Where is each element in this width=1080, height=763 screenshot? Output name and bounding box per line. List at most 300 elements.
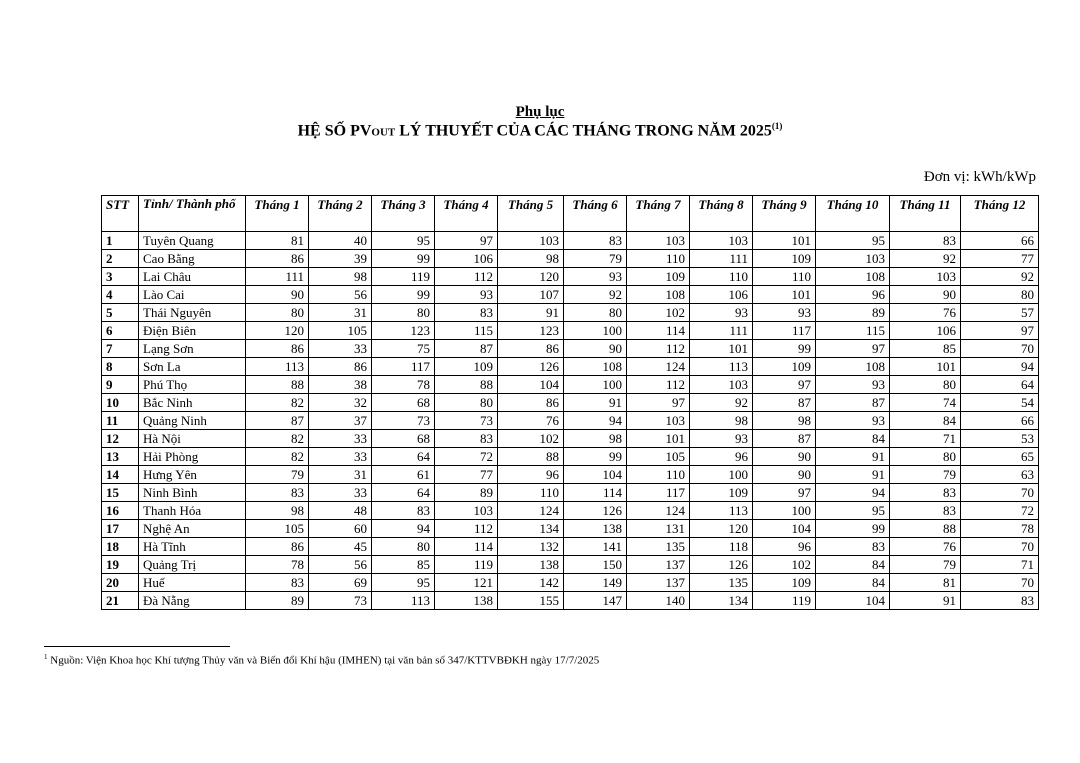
cell-month-9: 109 <box>753 358 816 376</box>
cell-month-9: 102 <box>753 556 816 574</box>
cell-month-6: 104 <box>564 466 627 484</box>
cell-month-8: 103 <box>690 376 753 394</box>
row-stt: 2 <box>102 250 139 268</box>
row-stt: 1 <box>102 232 139 250</box>
cell-month-12: 53 <box>961 430 1039 448</box>
cell-month-5: 91 <box>498 304 564 322</box>
table-row <box>102 358 1039 376</box>
row-stt: 7 <box>102 340 139 358</box>
cell-month-2: 38 <box>309 376 372 394</box>
cell-month-4: 119 <box>435 556 498 574</box>
cell-month-9: 109 <box>753 574 816 592</box>
cell-month-1: 88 <box>246 376 309 394</box>
cell-month-7: 117 <box>627 484 690 502</box>
cell-month-2: 37 <box>309 412 372 430</box>
cell-month-6: 100 <box>564 376 627 394</box>
title-prefix: HỆ SỐ PV <box>297 122 372 140</box>
cell-month-8: 92 <box>690 394 753 412</box>
cell-month-6: 90 <box>564 340 627 358</box>
cell-month-4: 83 <box>435 430 498 448</box>
table-body <box>102 232 1039 610</box>
cell-month-3: 99 <box>372 250 435 268</box>
cell-month-6: 98 <box>564 430 627 448</box>
cell-month-1: 78 <box>246 556 309 574</box>
cell-month-6: 83 <box>564 232 627 250</box>
cell-month-11: 90 <box>890 286 961 304</box>
header-month-11: Tháng 11 <box>890 196 961 232</box>
table-row <box>102 448 1039 466</box>
row-province: Thanh Hóa <box>139 502 246 520</box>
cell-month-8: 100 <box>690 466 753 484</box>
cell-month-4: 80 <box>435 394 498 412</box>
row-stt: 11 <box>102 412 139 430</box>
cell-month-5: 155 <box>498 592 564 610</box>
cell-month-4: 93 <box>435 286 498 304</box>
row-province: Hà Nội <box>139 430 246 448</box>
header-month-9: Tháng 9 <box>753 196 816 232</box>
cell-month-8: 98 <box>690 412 753 430</box>
cell-month-3: 95 <box>372 574 435 592</box>
cell-month-8: 110 <box>690 268 753 286</box>
header-month-6: Tháng 6 <box>564 196 627 232</box>
cell-month-3: 123 <box>372 322 435 340</box>
cell-month-1: 90 <box>246 286 309 304</box>
cell-month-8: 93 <box>690 430 753 448</box>
row-stt: 17 <box>102 520 139 538</box>
cell-month-11: 83 <box>890 232 961 250</box>
cell-month-4: 77 <box>435 466 498 484</box>
document-title <box>0 121 1080 140</box>
cell-month-12: 94 <box>961 358 1039 376</box>
cell-month-1: 82 <box>246 394 309 412</box>
table-row <box>102 466 1039 484</box>
cell-month-8: 111 <box>690 250 753 268</box>
cell-month-5: 86 <box>498 394 564 412</box>
cell-month-6: 91 <box>564 394 627 412</box>
cell-month-11: 76 <box>890 538 961 556</box>
header-month-12: Tháng 12 <box>961 196 1039 232</box>
cell-month-11: 85 <box>890 340 961 358</box>
cell-month-7: 109 <box>627 268 690 286</box>
cell-month-6: 108 <box>564 358 627 376</box>
row-province: Hà Tĩnh <box>139 538 246 556</box>
footnote-marker: 1 <box>44 653 48 661</box>
cell-month-2: 105 <box>309 322 372 340</box>
cell-month-12: 78 <box>961 520 1039 538</box>
cell-month-9: 93 <box>753 304 816 322</box>
cell-month-9: 104 <box>753 520 816 538</box>
table-row <box>102 286 1039 304</box>
cell-month-2: 56 <box>309 556 372 574</box>
cell-month-9: 101 <box>753 232 816 250</box>
table-row <box>102 376 1039 394</box>
row-province: Đà Nẵng <box>139 592 246 610</box>
cell-month-11: 88 <box>890 520 961 538</box>
row-stt: 15 <box>102 484 139 502</box>
row-province: Thái Nguyên <box>139 304 246 322</box>
cell-month-11: 106 <box>890 322 961 340</box>
footnote <box>44 653 599 667</box>
row-province: Ninh Bình <box>139 484 246 502</box>
row-province: Tuyên Quang <box>139 232 246 250</box>
cell-month-2: 31 <box>309 466 372 484</box>
cell-month-10: 104 <box>816 592 890 610</box>
cell-month-10: 89 <box>816 304 890 322</box>
cell-month-1: 86 <box>246 250 309 268</box>
cell-month-1: 86 <box>246 340 309 358</box>
cell-month-12: 83 <box>961 592 1039 610</box>
cell-month-12: 65 <box>961 448 1039 466</box>
cell-month-5: 88 <box>498 448 564 466</box>
cell-month-3: 68 <box>372 430 435 448</box>
cell-month-3: 80 <box>372 538 435 556</box>
cell-month-11: 81 <box>890 574 961 592</box>
cell-month-8: 96 <box>690 448 753 466</box>
table-row <box>102 538 1039 556</box>
cell-month-6: 141 <box>564 538 627 556</box>
cell-month-6: 80 <box>564 304 627 322</box>
cell-month-4: 115 <box>435 322 498 340</box>
cell-month-12: 77 <box>961 250 1039 268</box>
cell-month-9: 96 <box>753 538 816 556</box>
cell-month-10: 84 <box>816 574 890 592</box>
table-row <box>102 250 1039 268</box>
cell-month-4: 89 <box>435 484 498 502</box>
cell-month-6: 94 <box>564 412 627 430</box>
cell-month-3: 113 <box>372 592 435 610</box>
cell-month-10: 84 <box>816 556 890 574</box>
cell-month-7: 103 <box>627 412 690 430</box>
cell-month-6: 126 <box>564 502 627 520</box>
footnote-divider <box>44 646 230 647</box>
cell-month-7: 137 <box>627 556 690 574</box>
row-stt: 9 <box>102 376 139 394</box>
appendix-heading: Phụ lục <box>515 104 565 120</box>
row-province: Quảng Trị <box>139 556 246 574</box>
cell-month-5: 86 <box>498 340 564 358</box>
cell-month-10: 94 <box>816 484 890 502</box>
cell-month-12: 66 <box>961 232 1039 250</box>
cell-month-7: 124 <box>627 358 690 376</box>
cell-month-11: 84 <box>890 412 961 430</box>
cell-month-12: 72 <box>961 502 1039 520</box>
cell-month-5: 103 <box>498 232 564 250</box>
cell-month-10: 87 <box>816 394 890 412</box>
cell-month-5: 96 <box>498 466 564 484</box>
cell-month-7: 101 <box>627 430 690 448</box>
row-stt: 8 <box>102 358 139 376</box>
header-month-1: Tháng 1 <box>246 196 309 232</box>
cell-month-9: 97 <box>753 376 816 394</box>
cell-month-4: 73 <box>435 412 498 430</box>
row-province: Hải Phòng <box>139 448 246 466</box>
cell-month-2: 40 <box>309 232 372 250</box>
cell-month-10: 83 <box>816 538 890 556</box>
row-stt: 21 <box>102 592 139 610</box>
cell-month-3: 73 <box>372 412 435 430</box>
row-province: Lào Cai <box>139 286 246 304</box>
cell-month-5: 142 <box>498 574 564 592</box>
cell-month-7: 112 <box>627 340 690 358</box>
cell-month-9: 99 <box>753 340 816 358</box>
cell-month-12: 80 <box>961 286 1039 304</box>
cell-month-3: 64 <box>372 484 435 502</box>
row-stt: 16 <box>102 502 139 520</box>
cell-month-6: 150 <box>564 556 627 574</box>
cell-month-3: 80 <box>372 304 435 322</box>
cell-month-7: 114 <box>627 322 690 340</box>
cell-month-12: 97 <box>961 322 1039 340</box>
cell-month-2: 39 <box>309 250 372 268</box>
cell-month-9: 117 <box>753 322 816 340</box>
row-stt: 19 <box>102 556 139 574</box>
cell-month-3: 99 <box>372 286 435 304</box>
row-stt: 14 <box>102 466 139 484</box>
cell-month-3: 64 <box>372 448 435 466</box>
cell-month-1: 87 <box>246 412 309 430</box>
cell-month-4: 72 <box>435 448 498 466</box>
table-row <box>102 412 1039 430</box>
row-province: Điện Biên <box>139 322 246 340</box>
header-month-7: Tháng 7 <box>627 196 690 232</box>
row-province: Bắc Ninh <box>139 394 246 412</box>
cell-month-2: 33 <box>309 448 372 466</box>
cell-month-6: 149 <box>564 574 627 592</box>
cell-month-12: 54 <box>961 394 1039 412</box>
cell-month-6: 79 <box>564 250 627 268</box>
cell-month-8: 118 <box>690 538 753 556</box>
cell-month-8: 113 <box>690 358 753 376</box>
cell-month-2: 69 <box>309 574 372 592</box>
table-row <box>102 268 1039 286</box>
row-stt: 10 <box>102 394 139 412</box>
cell-month-5: 124 <box>498 502 564 520</box>
cell-month-12: 70 <box>961 340 1039 358</box>
cell-month-4: 121 <box>435 574 498 592</box>
table-row <box>102 304 1039 322</box>
cell-month-1: 113 <box>246 358 309 376</box>
cell-month-8: 109 <box>690 484 753 502</box>
cell-month-5: 104 <box>498 376 564 394</box>
cell-month-12: 63 <box>961 466 1039 484</box>
cell-month-10: 93 <box>816 412 890 430</box>
cell-month-11: 83 <box>890 502 961 520</box>
cell-month-11: 71 <box>890 430 961 448</box>
cell-month-9: 97 <box>753 484 816 502</box>
header-month-8: Tháng 8 <box>690 196 753 232</box>
cell-month-2: 33 <box>309 430 372 448</box>
row-province: Huế <box>139 574 246 592</box>
cell-month-6: 93 <box>564 268 627 286</box>
row-stt: 20 <box>102 574 139 592</box>
cell-month-9: 90 <box>753 448 816 466</box>
cell-month-4: 97 <box>435 232 498 250</box>
title-footnote-ref: (1) <box>771 121 783 131</box>
row-stt: 18 <box>102 538 139 556</box>
row-province: Sơn La <box>139 358 246 376</box>
table-row <box>102 430 1039 448</box>
cell-month-5: 132 <box>498 538 564 556</box>
cell-month-10: 108 <box>816 358 890 376</box>
cell-month-6: 114 <box>564 484 627 502</box>
cell-month-12: 70 <box>961 484 1039 502</box>
cell-month-8: 101 <box>690 340 753 358</box>
cell-month-4: 83 <box>435 304 498 322</box>
cell-month-8: 134 <box>690 592 753 610</box>
cell-month-9: 100 <box>753 502 816 520</box>
cell-month-10: 84 <box>816 430 890 448</box>
cell-month-1: 105 <box>246 520 309 538</box>
row-province: Hưng Yên <box>139 466 246 484</box>
cell-month-1: 98 <box>246 502 309 520</box>
cell-month-8: 103 <box>690 232 753 250</box>
cell-month-3: 85 <box>372 556 435 574</box>
header-stt: STT <box>102 196 139 232</box>
cell-month-5: 123 <box>498 322 564 340</box>
cell-month-12: 66 <box>961 412 1039 430</box>
cell-month-8: 120 <box>690 520 753 538</box>
cell-month-1: 83 <box>246 574 309 592</box>
header-month-10: Tháng 10 <box>816 196 890 232</box>
cell-month-1: 81 <box>246 232 309 250</box>
cell-month-3: 78 <box>372 376 435 394</box>
header-month-5: Tháng 5 <box>498 196 564 232</box>
cell-month-12: 71 <box>961 556 1039 574</box>
cell-month-8: 106 <box>690 286 753 304</box>
cell-month-6: 100 <box>564 322 627 340</box>
table-row <box>102 484 1039 502</box>
cell-month-10: 103 <box>816 250 890 268</box>
row-province: Nghệ An <box>139 520 246 538</box>
table-row <box>102 322 1039 340</box>
cell-month-10: 91 <box>816 466 890 484</box>
cell-month-11: 76 <box>890 304 961 322</box>
cell-month-12: 70 <box>961 538 1039 556</box>
title-subscript: OUT <box>371 126 396 139</box>
cell-month-4: 87 <box>435 340 498 358</box>
table-row <box>102 574 1039 592</box>
cell-month-1: 83 <box>246 484 309 502</box>
cell-month-4: 112 <box>435 268 498 286</box>
row-province: Quảng Ninh <box>139 412 246 430</box>
cell-month-10: 108 <box>816 268 890 286</box>
table-row <box>102 232 1039 250</box>
cell-month-7: 135 <box>627 538 690 556</box>
cell-month-5: 102 <box>498 430 564 448</box>
cell-month-7: 103 <box>627 232 690 250</box>
cell-month-3: 75 <box>372 340 435 358</box>
cell-month-2: 45 <box>309 538 372 556</box>
cell-month-6: 138 <box>564 520 627 538</box>
cell-month-2: 33 <box>309 340 372 358</box>
cell-month-8: 126 <box>690 556 753 574</box>
row-province: Cao Bằng <box>139 250 246 268</box>
cell-month-2: 32 <box>309 394 372 412</box>
table-row <box>102 520 1039 538</box>
cell-month-12: 57 <box>961 304 1039 322</box>
cell-month-4: 114 <box>435 538 498 556</box>
cell-month-4: 138 <box>435 592 498 610</box>
cell-month-10: 96 <box>816 286 890 304</box>
cell-month-11: 80 <box>890 448 961 466</box>
table-row <box>102 394 1039 412</box>
cell-month-12: 92 <box>961 268 1039 286</box>
table-row <box>102 340 1039 358</box>
cell-month-10: 95 <box>816 232 890 250</box>
cell-month-9: 110 <box>753 268 816 286</box>
cell-month-12: 64 <box>961 376 1039 394</box>
cell-month-3: 94 <box>372 520 435 538</box>
header-month-3: Tháng 3 <box>372 196 435 232</box>
title-main: LÝ THUYẾT CỦA CÁC THÁNG TRONG NĂM 2025 <box>395 122 772 140</box>
row-province: Lai Châu <box>139 268 246 286</box>
cell-month-2: 48 <box>309 502 372 520</box>
row-stt: 13 <box>102 448 139 466</box>
cell-month-12: 70 <box>961 574 1039 592</box>
cell-month-5: 76 <box>498 412 564 430</box>
row-stt: 4 <box>102 286 139 304</box>
cell-month-3: 68 <box>372 394 435 412</box>
cell-month-3: 119 <box>372 268 435 286</box>
cell-month-6: 147 <box>564 592 627 610</box>
cell-month-1: 111 <box>246 268 309 286</box>
cell-month-7: 112 <box>627 376 690 394</box>
cell-month-4: 109 <box>435 358 498 376</box>
header-province: Tỉnh/ Thành phố <box>139 196 246 232</box>
cell-month-5: 107 <box>498 286 564 304</box>
cell-month-4: 103 <box>435 502 498 520</box>
cell-month-1: 80 <box>246 304 309 322</box>
cell-month-2: 60 <box>309 520 372 538</box>
cell-month-9: 109 <box>753 250 816 268</box>
cell-month-3: 95 <box>372 232 435 250</box>
cell-month-10: 93 <box>816 376 890 394</box>
cell-month-3: 61 <box>372 466 435 484</box>
cell-month-7: 131 <box>627 520 690 538</box>
row-stt: 12 <box>102 430 139 448</box>
cell-month-11: 79 <box>890 556 961 574</box>
cell-month-7: 105 <box>627 448 690 466</box>
cell-month-7: 110 <box>627 466 690 484</box>
cell-month-10: 95 <box>816 502 890 520</box>
cell-month-3: 117 <box>372 358 435 376</box>
table-row <box>102 592 1039 610</box>
cell-month-10: 99 <box>816 520 890 538</box>
row-province: Lạng Sơn <box>139 340 246 358</box>
cell-month-9: 98 <box>753 412 816 430</box>
cell-month-4: 88 <box>435 376 498 394</box>
cell-month-2: 31 <box>309 304 372 322</box>
cell-month-5: 120 <box>498 268 564 286</box>
header-month-2: Tháng 2 <box>309 196 372 232</box>
cell-month-7: 110 <box>627 250 690 268</box>
cell-month-2: 33 <box>309 484 372 502</box>
cell-month-7: 124 <box>627 502 690 520</box>
cell-month-11: 91 <box>890 592 961 610</box>
cell-month-2: 56 <box>309 286 372 304</box>
cell-month-8: 135 <box>690 574 753 592</box>
cell-month-2: 73 <box>309 592 372 610</box>
cell-month-7: 108 <box>627 286 690 304</box>
cell-month-11: 101 <box>890 358 961 376</box>
row-stt: 3 <box>102 268 139 286</box>
cell-month-2: 86 <box>309 358 372 376</box>
pvout-table <box>101 195 1039 610</box>
cell-month-9: 119 <box>753 592 816 610</box>
cell-month-1: 82 <box>246 430 309 448</box>
table-header-row <box>102 196 1039 232</box>
cell-month-4: 106 <box>435 250 498 268</box>
